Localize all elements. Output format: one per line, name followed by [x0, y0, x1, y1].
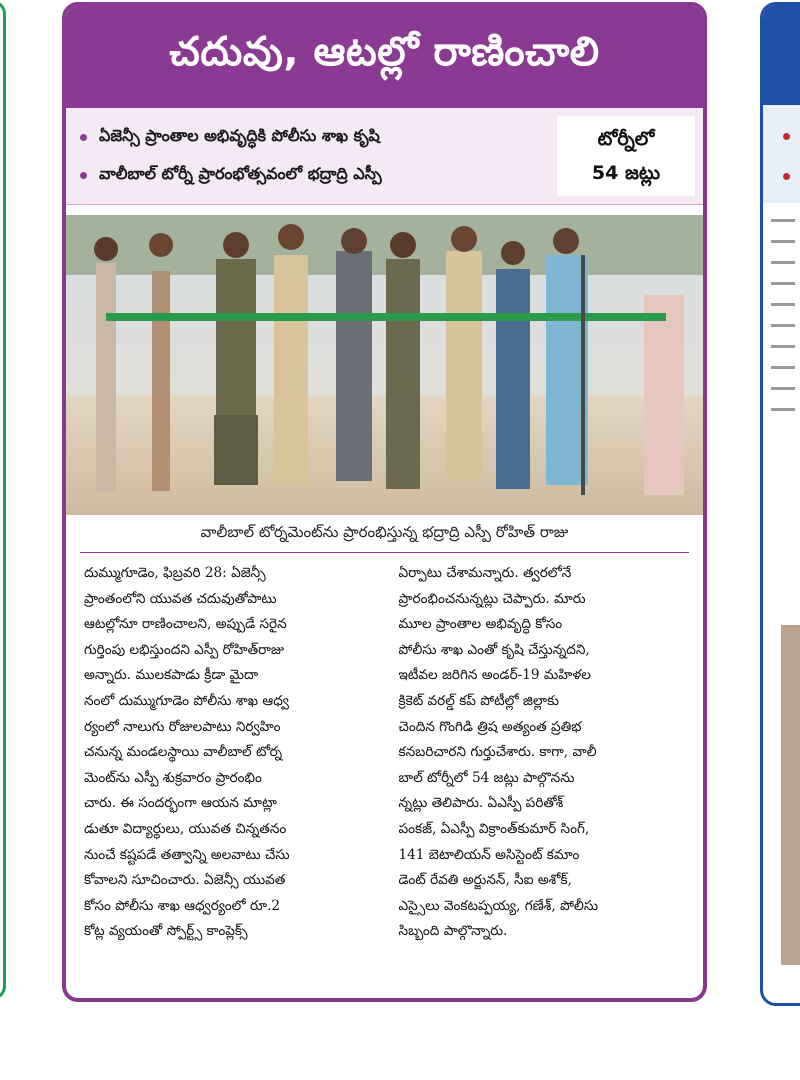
- bullet-list: [80, 118, 550, 194]
- article-body: [66, 553, 703, 945]
- text-line: [771, 408, 795, 411]
- text-line: [771, 324, 795, 327]
- highlight-line-1: టోర్నీలో: [597, 128, 655, 150]
- text-line: [771, 240, 795, 243]
- headline: చదువు, ఆటల్లో రాణించాలి: [169, 29, 600, 75]
- adjacent-article-right: [760, 2, 800, 1006]
- photo-caption: వాలీబాల్ టోర్నమెంట్‌ను ప్రారంభిస్తున్న భద్రాద్రి ఎస్పీ రోహిత్ రాజు: [80, 515, 689, 553]
- text-line: [771, 261, 795, 264]
- text-line: [771, 366, 795, 369]
- adjacent-subheadline-fragment: [763, 105, 800, 203]
- bullet-icon: [80, 134, 87, 141]
- subheadline-section: [66, 108, 703, 205]
- highlight-box: [557, 116, 695, 196]
- bullet-icon: [783, 173, 790, 180]
- bullet-text: ఏజెన్సీ ప్రాంతాల అభివృద్ధికి పోలీసు శాఖ కృషి: [99, 125, 380, 145]
- article-card: [62, 2, 707, 1002]
- highlight-line-2: 54 జట్లు: [591, 162, 661, 184]
- text-line: [771, 219, 795, 222]
- adjacent-text-fragment: [771, 219, 795, 429]
- text-line: [771, 282, 795, 285]
- photo-illustration: [66, 215, 703, 515]
- bullet-item: [80, 118, 550, 156]
- text-line: [771, 303, 795, 306]
- text-line: [771, 345, 795, 348]
- bullet-item: [80, 156, 550, 194]
- bullet-text: వాలీబాల్ టోర్నీ ప్రారంభోత్సవంలో భద్రాద్రి ఎస్పీ: [99, 163, 382, 183]
- adjacent-headline-fragment: [763, 5, 800, 105]
- bullet-icon: [783, 133, 790, 140]
- body-column-2: ఏర్పాటు చేశామన్నారు. త్వరలోనే ప్రారంభించనున్నట్లు చెప్పారు. మారు మూల ప్రాంతాల అభివృద్ధి కోసం పోలీసు శాఖ ఎంతో కృషి చేస్తున్నదని, ఇటీవల జరిగిన అండర్-19 మహిళల క్రికెట్ వరల్డ్ కప్ పోటీల్లో జిల్లాకు చెందిన గొంగిడి త్రిష అత్యంత ప్రతిభ కనబరిచారని గుర్తుచేశారు. కాగా, వాలీ బాల్ టోర్నీలో 54 జట్లు పాల్గొనను న్నట్లు తెలిపారు. ఏఎస్పీ పరితోశ్ పంకజ్, ఏఎస్పీ విక్రాంత్‌కుమార్ సింగ్, 141 బెటాలియన్ అసిస్టెంట్ కమాం డెంట్ రేవతి అర్జునన్, సీఐ అశోక్, ఎస్సైలు వెంకటప్పయ్య, గణేశ్, పోలీసు సిబ్బంది పాల్గొన్నారు.: [398, 565, 599, 940]
- body-column-1: దుమ్ముగూడెం, ఫిబ్రవరి 28: ఏజెన్సీ ప్రాంతంలోని యువత చదువుతోపాటు ఆటల్లోనూ రాణించాలని, అప్పుడే సరైన గుర్తింపు లభిస్తుందని ఎస్పీ రోహిత్‌రాజు అన్నారు. ములకపాడు క్రీడా మైదా నంలో దుమ్ముగూడెం పోలీసు శాఖ ఆధ్వ ర్యంలో నాలుగు రోజులపాటు నిర్వహిం చనున్న మండలస్థాయి వాలీబాల్ టోర్న మెంట్‌ను ఎస్పీ శుక్రవారం ప్రారంభిం చారు. ఈ సందర్భంగా ఆయన మాట్లా డుతూ విద్యార్థులు, యువత చిన్నతనం నుంచే కష్టపడే తత్వాన్ని అలవాటు చేసు కోవాలని సూచించారు. ఏజెన్సీ యువత కోసం పోలీసు శాఖ ఆధ్వర్యంలో రూ.2 కోట్ల వ్యయంతో స్పోర్ట్స్ కాంప్లెక్స్: [84, 565, 290, 940]
- bullet-icon: [80, 172, 87, 179]
- text-line: [771, 387, 795, 390]
- headline-bar: [66, 6, 703, 108]
- adjacent-photo-fragment: [781, 625, 800, 965]
- adjacent-article-left-edge: [0, 0, 6, 1000]
- news-photo: [66, 215, 703, 515]
